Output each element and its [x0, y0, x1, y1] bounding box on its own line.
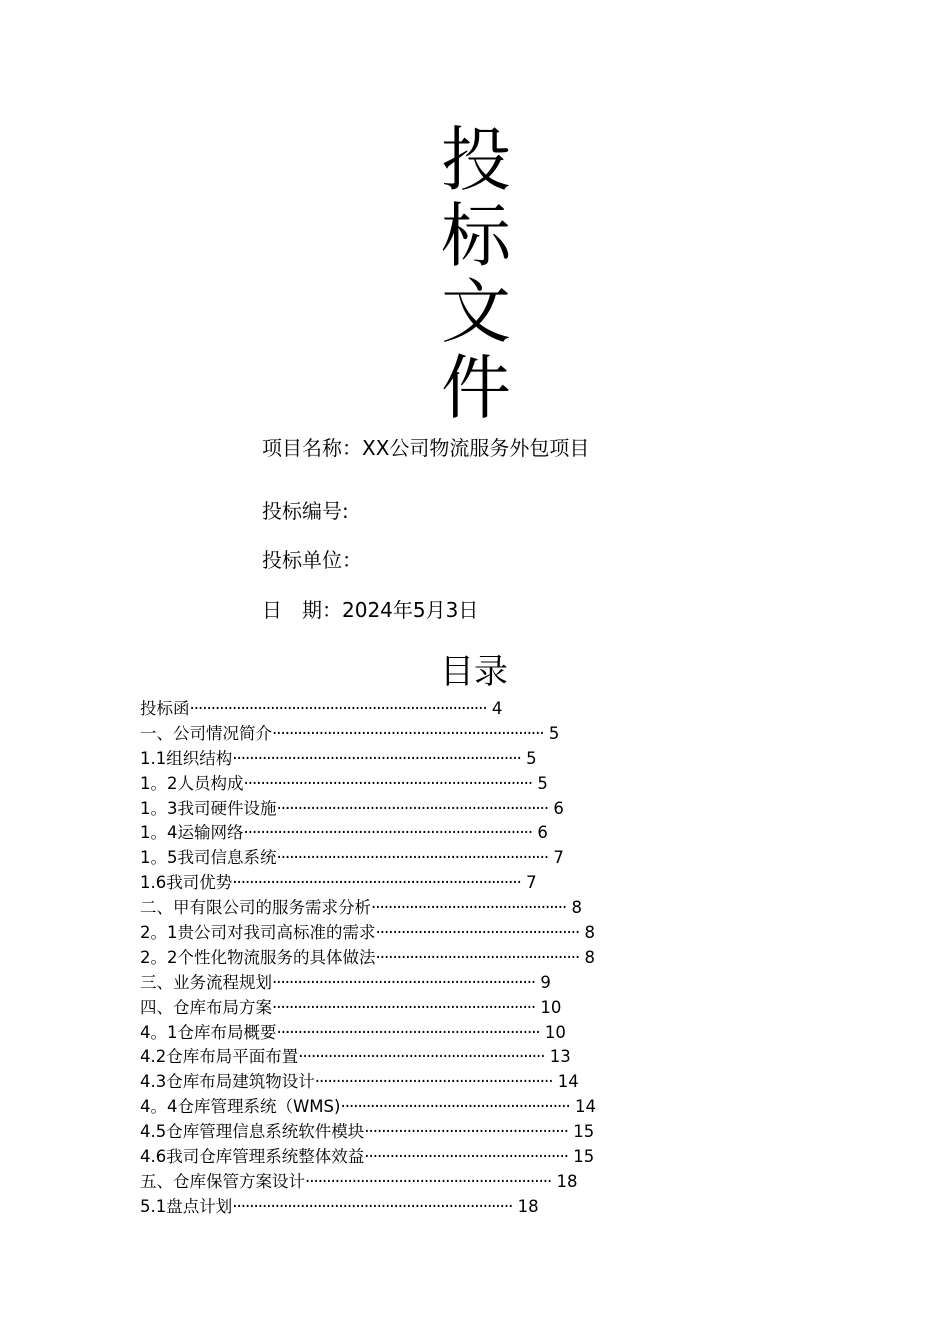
toc-leader-dots: ····································································	[232, 873, 521, 893]
toc-entry-page: 14	[552, 1072, 579, 1092]
toc-entry-page: 18	[551, 1171, 578, 1191]
toc-entry[interactable]	[140, 846, 596, 871]
toc-entry[interactable]	[140, 946, 596, 971]
toc-entry-label: 五、仓库保管方案设计	[140, 1171, 305, 1191]
toc-entry-label: 4.5仓库管理信息系统软件模块	[140, 1122, 365, 1142]
toc-entry-label: 1。5我司信息系统	[140, 848, 277, 868]
bid-number-line	[262, 498, 349, 524]
toc-entry[interactable]	[140, 1021, 596, 1046]
toc-entry-label: 1。3我司硬件设施	[140, 798, 277, 818]
project-name-label: 项目名称：	[262, 436, 362, 460]
date-label: 日 期：	[262, 598, 342, 622]
toc-entry-page: 5	[543, 723, 560, 743]
document-title	[436, 119, 516, 429]
table-of-contents	[140, 697, 596, 1220]
toc-leader-dots: ································································	[272, 723, 544, 743]
toc-entry-page: 13	[544, 1047, 571, 1067]
toc-leader-dots: ····································································	[232, 748, 521, 768]
toc-entry-label: 1.6我司优势	[140, 873, 233, 893]
toc-leader-dots: ······································································	[189, 699, 487, 718]
toc-entry-label: 4.3仓库布局建筑物设计	[140, 1072, 315, 1092]
toc-leader-dots: ················································	[375, 947, 580, 967]
title-char: 投	[441, 119, 511, 201]
toc-leader-dots: ····································································	[243, 773, 533, 793]
toc-entry-page: 6	[548, 798, 564, 818]
date-line	[262, 597, 478, 623]
date-value: 2024年5月3日	[342, 598, 479, 622]
toc-entry-page: 5	[532, 773, 548, 793]
toc-entry-label: 2。2个性化物流服务的具体做法	[140, 947, 376, 967]
toc-entry[interactable]	[140, 921, 596, 946]
toc-leader-dots: ······························································	[272, 997, 536, 1017]
toc-entry-page: 5	[520, 748, 537, 768]
toc-entry-label: 一、公司情况简介	[140, 723, 272, 743]
toc-leader-dots: ··············································	[371, 898, 567, 918]
toc-heading: 目录	[440, 652, 508, 692]
toc-entry-page: 4	[486, 699, 503, 718]
toc-entry[interactable]	[140, 797, 596, 822]
toc-entry-page: 8	[566, 898, 583, 918]
toc-entry[interactable]	[140, 747, 596, 772]
toc-entry-page: 10	[539, 1022, 566, 1042]
toc-entry[interactable]	[140, 772, 596, 797]
toc-entry-page: 7	[548, 848, 564, 868]
toc-entry-page: 18	[512, 1196, 539, 1216]
toc-entry[interactable]	[140, 1195, 596, 1220]
title-char: 标	[441, 195, 511, 277]
toc-entry[interactable]	[140, 722, 596, 747]
toc-entry-page: 9	[535, 972, 551, 992]
toc-entry[interactable]	[140, 1170, 596, 1195]
toc-entry-label: 三、业务流程规划	[140, 972, 272, 992]
toc-entry-label: 1。4运输网络	[140, 823, 244, 843]
toc-entry[interactable]	[140, 1045, 596, 1070]
toc-leader-dots: ····································································	[243, 823, 533, 843]
toc-entry-label: 4.6我司仓库管理系统整体效益	[140, 1147, 365, 1167]
toc-leader-dots: ················································	[364, 1122, 569, 1142]
toc-entry-page: 8	[579, 923, 596, 943]
toc-entry-label: 四、仓库布局方案	[140, 997, 272, 1017]
toc-entry-page: 8	[579, 947, 596, 967]
toc-entry[interactable]	[140, 1095, 596, 1120]
toc-entry-label: 二、甲有限公司的服务需求分析	[140, 898, 371, 918]
toc-leader-dots: ······························································	[272, 972, 536, 992]
bid-unit-line	[262, 547, 362, 573]
toc-entry[interactable]	[140, 1145, 596, 1170]
toc-entry-page: 6	[532, 823, 548, 843]
toc-entry[interactable]	[140, 697, 596, 722]
title-char: 件	[441, 347, 511, 429]
toc-entry[interactable]	[140, 821, 596, 846]
toc-entry-page: 15	[568, 1122, 595, 1142]
toc-leader-dots: ································································	[276, 798, 549, 818]
toc-leader-dots: ··································································	[232, 1196, 513, 1216]
toc-entry-label: 投标函	[140, 699, 190, 718]
toc-leader-dots: ··························································	[305, 1171, 552, 1191]
toc-entry-label: 1。2人员构成	[140, 773, 244, 793]
toc-entry-label: 2。1贵公司对我司高标准的需求	[140, 923, 376, 943]
toc-leader-dots: ······························································	[276, 1022, 540, 1042]
toc-entry-page: 10	[535, 997, 562, 1017]
toc-leader-dots: ························································	[314, 1072, 553, 1092]
toc-entry[interactable]	[140, 871, 596, 896]
toc-entry[interactable]	[140, 896, 596, 921]
toc-entry[interactable]	[140, 996, 596, 1021]
toc-leader-dots: ················································	[364, 1147, 569, 1167]
toc-leader-dots: ················································	[375, 923, 580, 943]
toc-entry[interactable]	[140, 1070, 596, 1095]
toc-entry-page: 7	[520, 873, 537, 893]
toc-entry-page: 15	[568, 1147, 595, 1167]
bid-number-label: 投标编号:	[262, 499, 349, 523]
toc-leader-dots: ································································	[276, 848, 549, 868]
project-name-line	[262, 435, 589, 461]
toc-entry[interactable]	[140, 971, 596, 996]
toc-leader-dots: ······················································	[340, 1097, 570, 1117]
toc-entry-page: 14	[569, 1097, 596, 1117]
toc-entry-label: 4.2仓库布局平面布置	[140, 1047, 299, 1067]
bid-unit-label: 投标单位：	[262, 548, 362, 572]
toc-entry-label: 5.1盘点计划	[140, 1196, 233, 1216]
title-char: 文	[441, 271, 511, 353]
toc-leader-dots: ··························································	[298, 1047, 545, 1067]
toc-entry-label: 4。1仓库布局概要	[140, 1022, 277, 1042]
toc-entry-label: 1.1组织结构	[140, 748, 233, 768]
project-name-value: XX公司物流服务外包项目	[362, 436, 590, 460]
toc-entry-label: 4。4仓库管理系统（WMS)	[140, 1097, 341, 1117]
toc-entry[interactable]	[140, 1120, 596, 1145]
